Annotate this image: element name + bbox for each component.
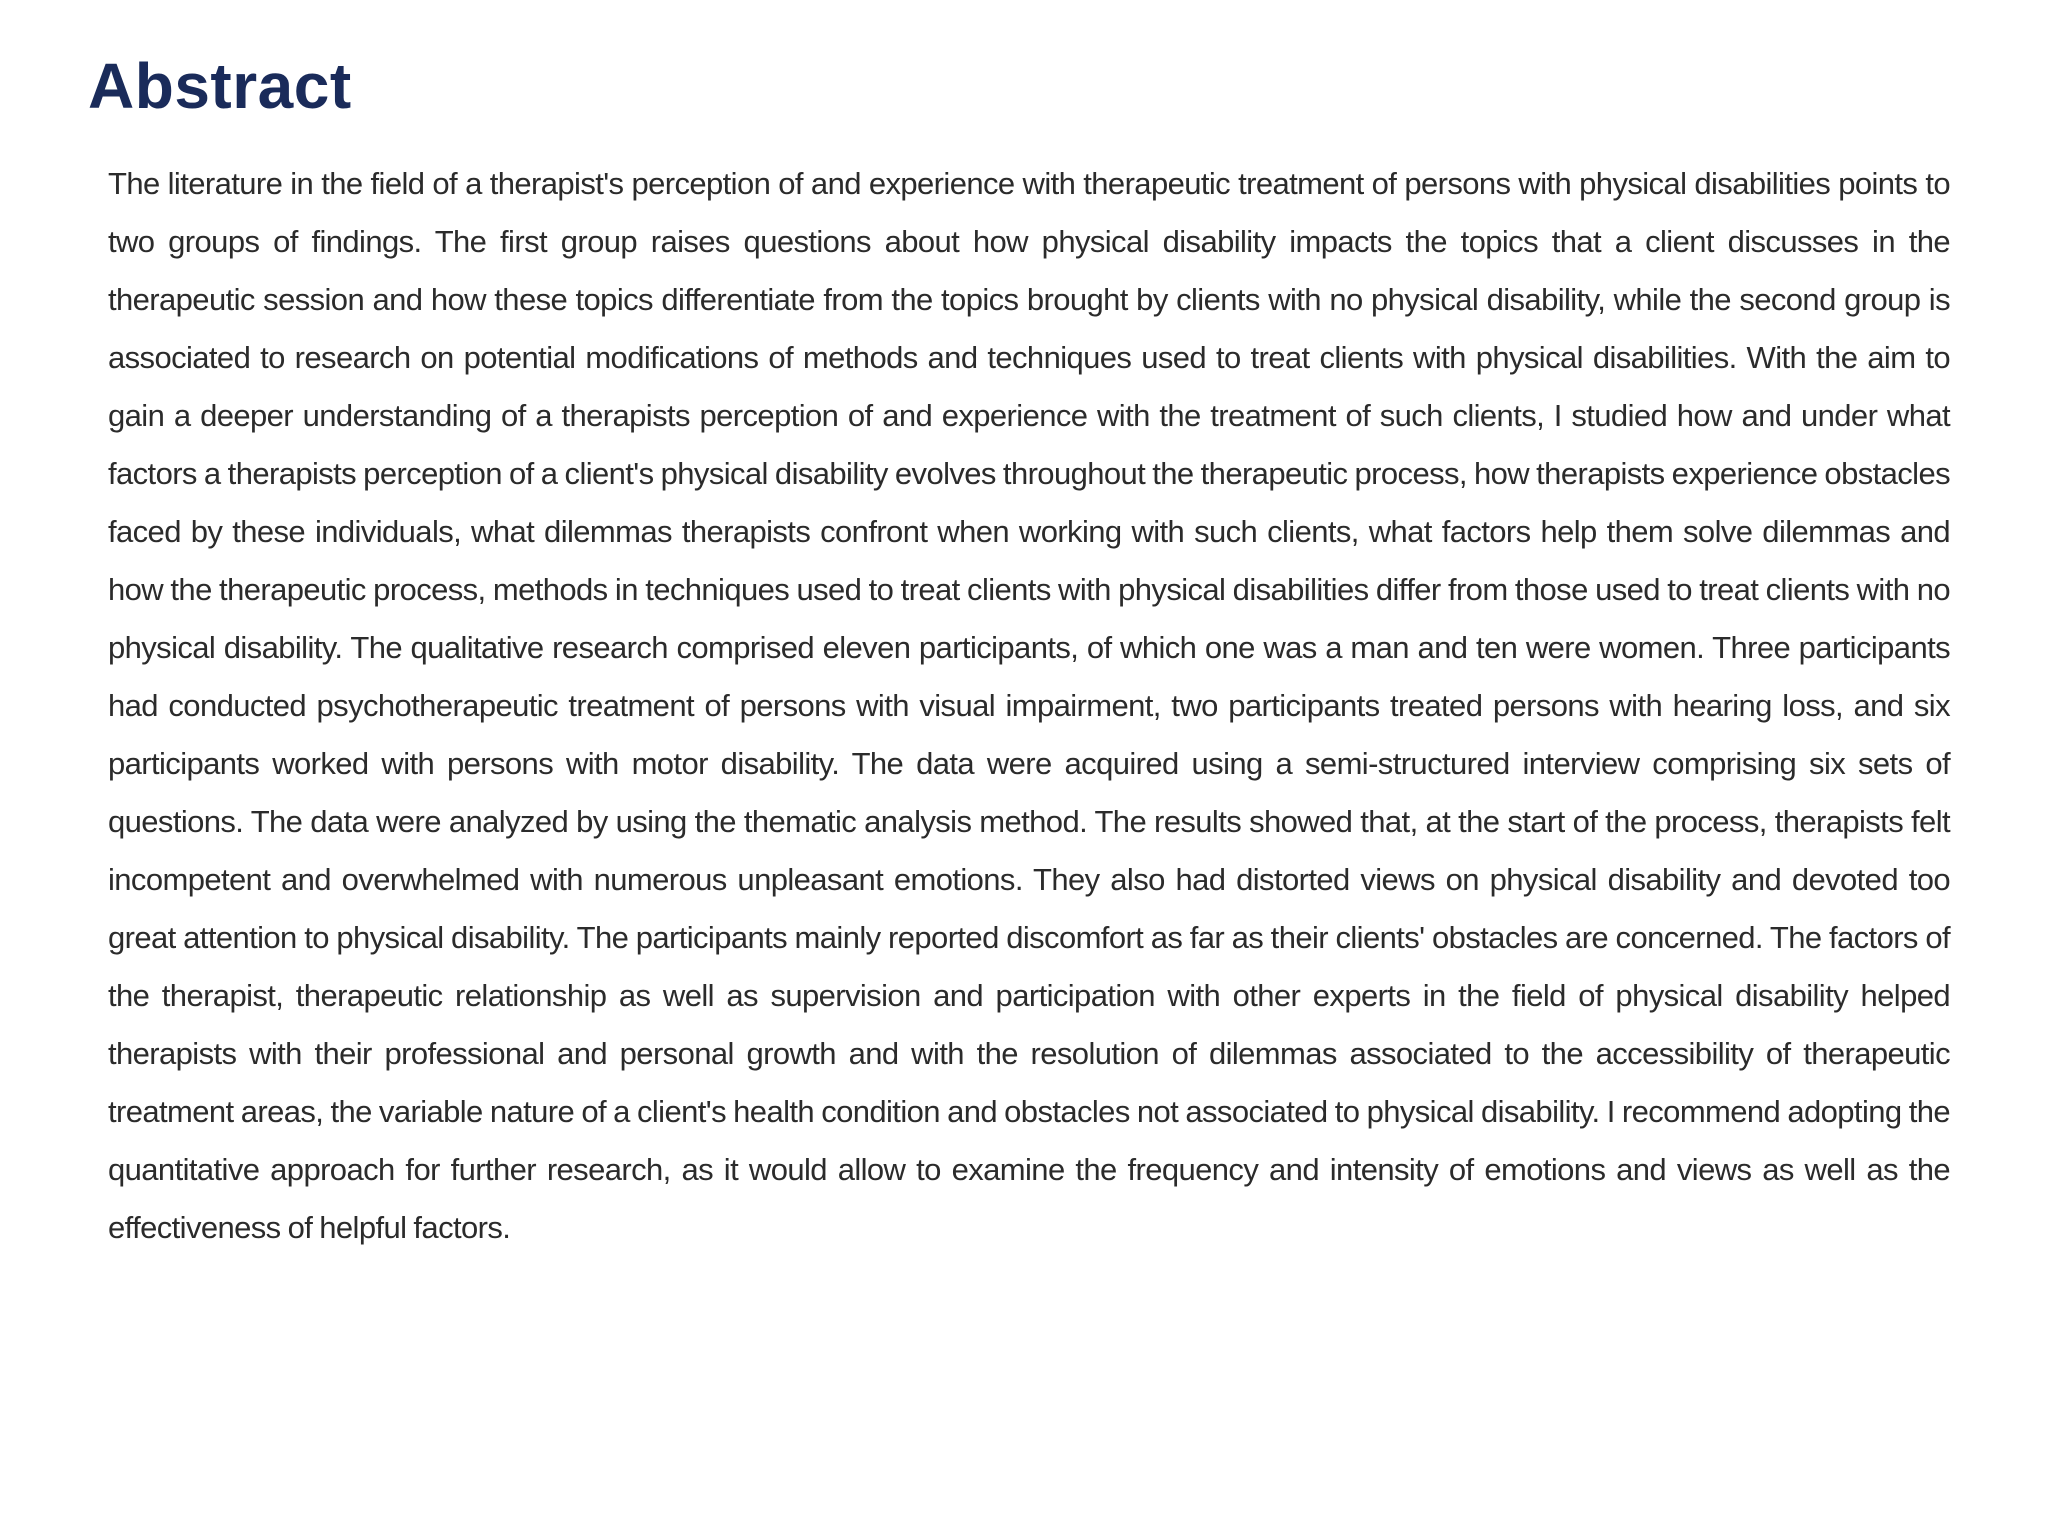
abstract-heading: Abstract (88, 50, 352, 122)
abstract-body: The literature in the field of a therapist's perception of and experience with therapeutic treatment of persons with physical disabilities points to two groups of findings. The first group raises questions about how physical disability impacts the topics that a client discusses in the therapeutic session and how these topics differentiate from the topics brought by clients with no physical disability, while the second group is associated to research on potential modifications of methods and techniques used to treat clients with physical disabilities. With the aim to gain a deeper understanding of a therapists perception of and experience with the treatment of such clients, I studied how and under what factors a therapists perception of a client's physical disability evolves throughout the therapeutic process, how therapists experience obstacles faced by these individuals, what dilemmas therapists confront when working with such clients, what factors help them solve dilemmas and how the therapeutic process, methods in techniques used to treat clients with physical disabilities differ from those used to treat clients with no physical disability. The qualitative research comprised eleven participants, of which one was a man and ten were women. Three participants had conducted psychotherapeutic treatment of persons with visual impairment, two participants treated persons with hearing loss, and six participants worked with persons with motor disability. The data were acquired using a semi-structured interview comprising six sets of questions. The data were analyzed by using the thematic analysis method. The results showed that, at the start of the process, therapists felt incompetent and overwhelmed with numerous unpleasant emotions. They also had distorted views on physical disability and devoted too great attention to physical disability. The participants mainly reported discomfort as far as their clients' obstacles are concerned. The factors of the therapist, therapeutic relationship as well as supervision and participation with other experts in the field of physical disability helped therapists with their professional and personal growth and with the resolution of dilemmas associated to the accessibility of therapeutic treatment areas, the variable nature of a client's health condition and obstacles not associated to physical disability. I recommend adopting the quantitative approach for further research, as it would allow to examine the frequency and intensity of emotions and views as well as the effectiveness of helpful factors. (108, 165, 1950, 1245)
